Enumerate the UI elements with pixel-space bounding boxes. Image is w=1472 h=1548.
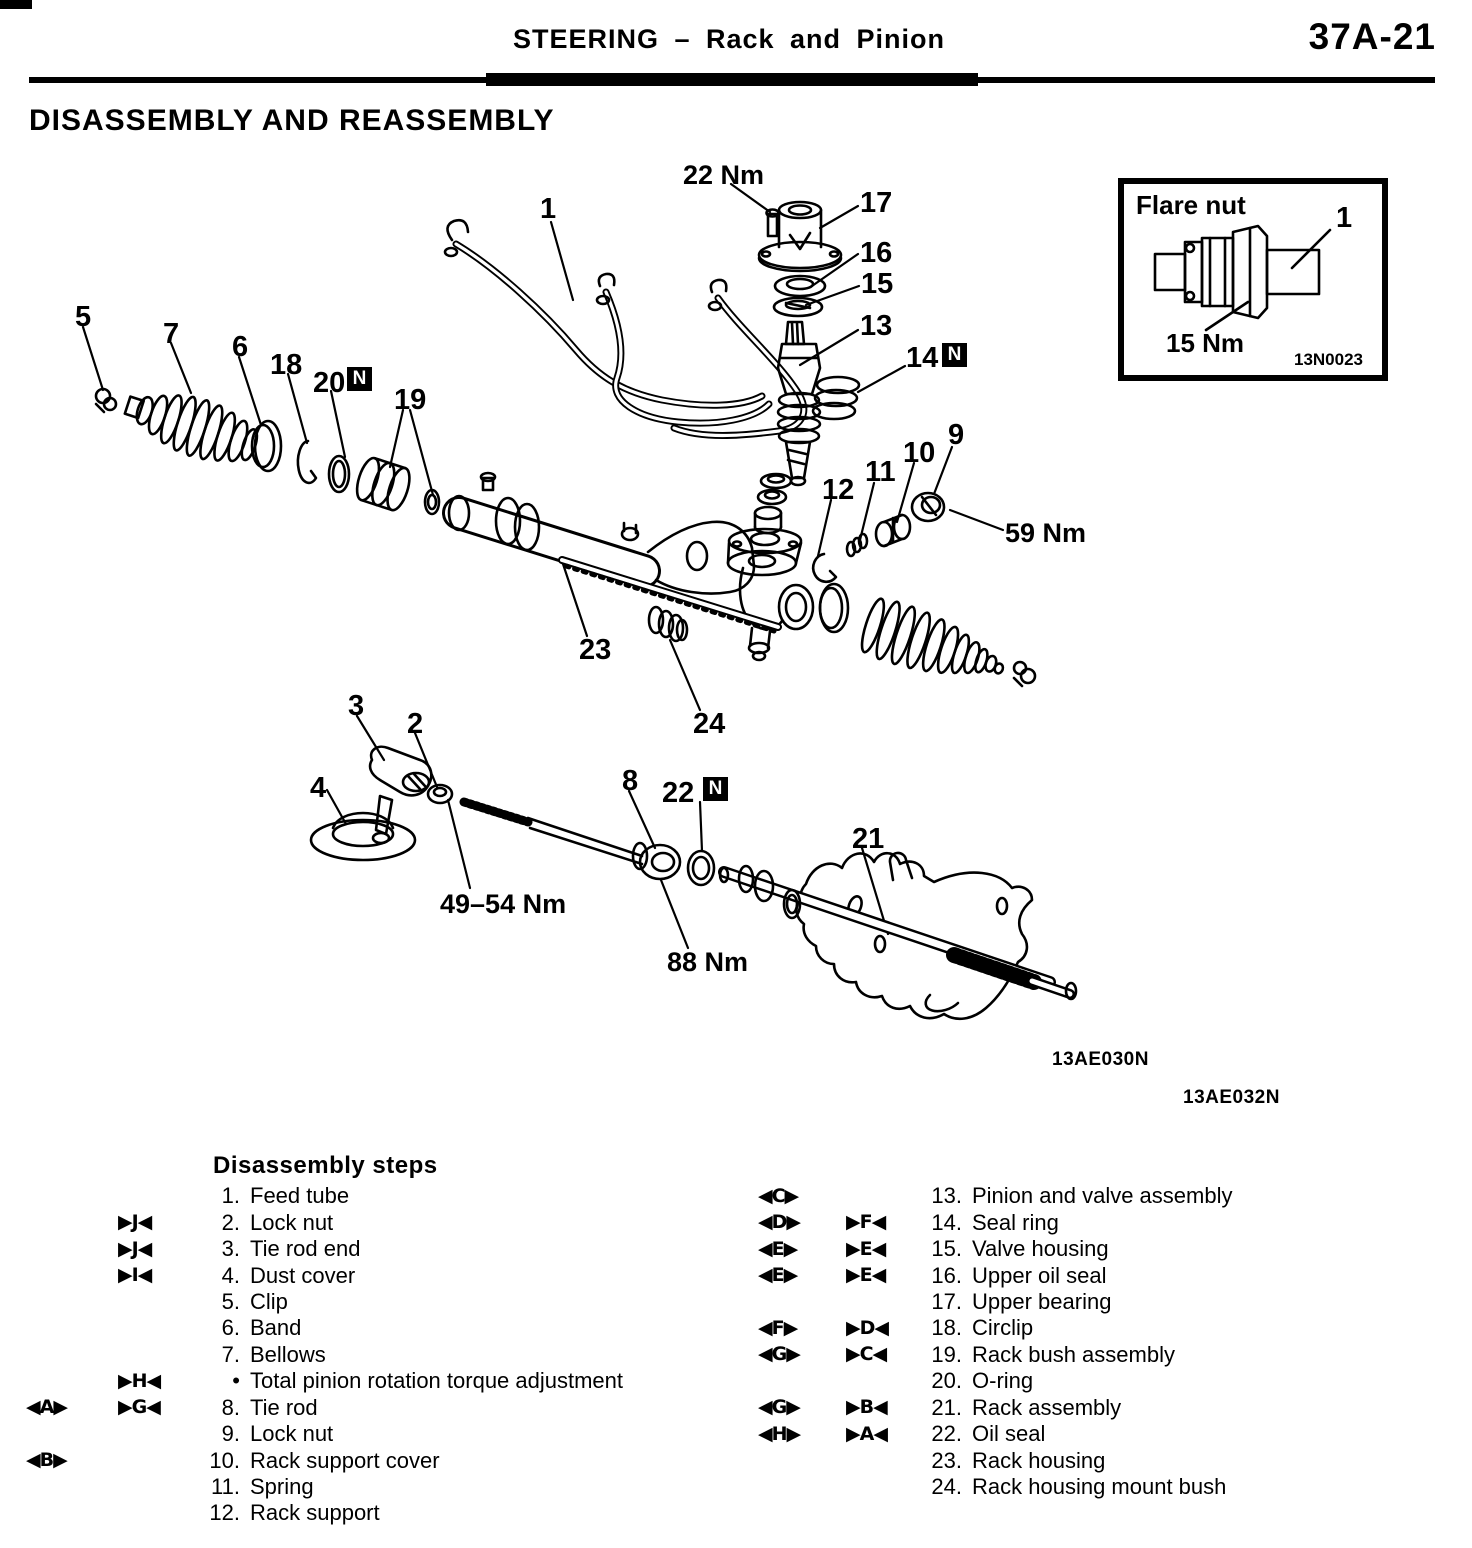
step-number: 5. [221,1288,240,1314]
step-number: 20. [931,1368,962,1394]
step-item [758,1289,1232,1315]
inset-figure-code: 13N0023 [1294,350,1364,369]
step-item [26,1447,623,1473]
disassembly-marker: ▶G◀ [118,1396,160,1419]
step-label: Rack support [250,1500,380,1526]
disassembly-marker: ▶H◀ [118,1369,161,1392]
rack-assembly-art [720,853,1076,1019]
disassembly-marker: ▶J◀ [118,1211,152,1234]
callout-24: 24 [693,708,726,740]
disassembly-marker: ▶E◀ [846,1264,886,1287]
step-label: Upper bearing [972,1288,1112,1314]
callout-10: 10 [903,437,936,469]
non-reusable-marker-14: N [942,343,967,367]
step-item [26,1209,623,1235]
tie-rod-art [464,802,680,879]
disassembly-marker: ▶J◀ [118,1237,152,1260]
inset-callout-1: 1 [1336,202,1353,234]
callout-7: 7 [163,318,180,350]
step-label: Upper oil seal [972,1262,1107,1288]
torque-88nm: 88 Nm [667,947,749,977]
step-label: Seal ring [972,1209,1059,1235]
step-item [26,1315,623,1341]
step-number: 17. [931,1288,962,1314]
step-item [26,1342,623,1368]
step-label: Dust cover [250,1262,356,1288]
reassembly-marker: ◀E▶ [758,1264,798,1287]
step-label: Bellows [250,1341,326,1367]
step-label: Pinion and valve assembly [972,1183,1233,1209]
step-label: Feed tube [250,1183,350,1209]
clip-art [96,389,116,412]
step-label: Circlip [972,1315,1034,1341]
step-number: 9. [221,1421,240,1447]
step-item [26,1474,623,1500]
disassembly-marker: ▶B◀ [846,1396,887,1419]
step-item [26,1500,623,1526]
step-number: 15. [931,1236,962,1262]
step-label: Spring [250,1474,314,1500]
step-label: O-ring [972,1368,1034,1394]
callout-9: 9 [948,419,965,451]
step-item [758,1421,1232,1447]
callout-19: 19 [394,384,427,416]
valve-housing-art [740,568,813,660]
callout-11: 11 [865,456,896,488]
step-number: 23. [931,1447,962,1473]
step-number: 10. [209,1447,240,1473]
step-label: Rack assembly [972,1394,1122,1420]
step-item [758,1342,1232,1368]
callout-21: 21 [852,823,885,855]
step-number: 6. [221,1315,240,1341]
step-number: 16. [931,1262,962,1288]
step-label: Rack bush assembly [972,1341,1175,1367]
step-label: Valve housing [972,1236,1109,1262]
step-number: 13. [931,1183,962,1209]
step-item [758,1447,1232,1473]
flange-plate-art [728,529,801,575]
mount-bush-art [649,607,687,641]
step-number: 3. [221,1236,240,1262]
non-reusable-marker-22: N [703,777,728,801]
step-item [758,1262,1232,1288]
disassembly-marker: ▶E◀ [846,1237,886,1260]
rack-support-art [813,554,836,582]
callout-14: 14 [906,342,939,374]
step-number: 1. [221,1183,240,1209]
page-number: 37A-21 [1308,16,1436,57]
step-item [26,1395,623,1421]
page-header-title: STEERING – Rack and Pinion [512,24,946,54]
step-item [26,1289,623,1315]
step-item [26,1236,623,1262]
step-number: 8. [221,1394,240,1420]
step-item [758,1368,1232,1394]
circlip-art [298,441,316,483]
disassembly-marker: ▶A◀ [846,1422,887,1445]
step-item [26,1183,623,1209]
step-number: 11. [211,1474,240,1500]
step-item [26,1262,623,1288]
step-item [26,1421,623,1447]
tie-rod-end-art [370,747,431,843]
callout-15: 15 [861,268,894,300]
step-number: 7. [221,1341,240,1367]
step-item [758,1183,1232,1209]
callout-16: 16 [860,237,893,269]
step-number: 14. [931,1209,962,1235]
step-label: Clip [250,1288,288,1314]
reassembly-marker: ◀H▶ [758,1422,801,1445]
dust-cover-art [311,813,415,860]
step-label: Band [250,1315,302,1341]
inset-title: Flare nut [1136,190,1246,220]
step-item [26,1368,623,1394]
pinion-valve-art [778,322,820,485]
step-number: 18. [931,1315,962,1341]
reassembly-marker: ◀E▶ [758,1237,798,1260]
callout-5: 5 [75,301,92,333]
step-number: 2. [221,1209,240,1235]
step-item [758,1474,1232,1500]
callout-13: 13 [860,310,893,342]
step-item [758,1236,1232,1262]
step-label: Rack housing [972,1447,1106,1473]
reassembly-marker: ◀A▶ [26,1396,67,1419]
reassembly-marker: ◀D▶ [758,1211,800,1234]
disassembly-marker: ▶F◀ [846,1211,886,1234]
reassembly-marker: ◀B▶ [26,1449,67,1472]
step-label: Tie rod end [250,1236,361,1262]
step-number: 22. [931,1421,962,1447]
flare-nut-inset [1118,178,1388,381]
step-number: 4. [221,1262,240,1288]
reassembly-marker: ◀C▶ [758,1184,799,1207]
non-reusable-marker-20: N [347,367,372,391]
callout-6: 6 [232,331,249,363]
disassembly-marker: ▶I◀ [118,1264,152,1287]
steps-title: Disassembly steps [213,1152,438,1179]
reassembly-marker: ◀G▶ [758,1396,800,1419]
step-label: Total pinion rotation torque adjustment [250,1368,624,1394]
callout-22: 22 [662,777,695,809]
steps-column-right [758,1183,1232,1500]
inset-torque-15nm: 15 Nm [1166,328,1245,358]
torque-22nm: 22 Nm [683,160,765,190]
step-number: • [232,1368,240,1394]
callout-17: 17 [860,187,893,219]
figure-code-13ae030n: 13AE030N [1052,1049,1149,1070]
bellows-right-art [857,595,1012,697]
disassembly-marker: ▶D◀ [846,1316,888,1339]
disassembly-marker: ▶C◀ [846,1343,887,1366]
callout-20: 20 [313,367,346,399]
torque-59nm: 59 Nm [1005,518,1087,548]
callout-1: 1 [540,193,557,225]
callout-3: 3 [348,690,365,722]
steps-column-left [26,1183,623,1527]
step-label: Oil seal [972,1421,1046,1447]
feed-tube-art [445,210,804,436]
step-item [758,1395,1232,1421]
step-label: Lock nut [250,1209,334,1235]
step-label: Lock nut [250,1421,334,1447]
step-number: 12. [209,1500,240,1526]
clip-right-art [1014,662,1035,686]
step-number: 21. [931,1394,962,1420]
callout-23: 23 [579,634,612,666]
callout-18: 18 [270,349,303,381]
rack-support-cover-art [876,515,910,546]
step-item [758,1315,1232,1341]
callout-12: 12 [822,474,855,506]
spring-art [847,534,867,556]
step-number: 19. [931,1341,962,1367]
callout-8: 8 [622,765,639,797]
step-label: Rack housing mount bush [972,1474,1227,1500]
reassembly-marker: ◀G▶ [758,1343,800,1366]
reassembly-marker: ◀F▶ [758,1316,798,1339]
step-label: Rack support cover [250,1447,440,1473]
lock-nut-9-art [912,493,944,521]
figure-code-13ae032n: 13AE032N [1183,1087,1280,1108]
step-label: Tie rod [250,1394,318,1420]
torque-49-54nm: 49–54 Nm [440,889,567,919]
step-number: 24. [931,1474,962,1500]
section-title: DISASSEMBLY AND REASSEMBLY [29,104,555,137]
callout-4: 4 [310,772,327,804]
step-item [758,1209,1232,1235]
rack-bush-art [353,455,414,512]
callout-2: 2 [407,708,424,740]
